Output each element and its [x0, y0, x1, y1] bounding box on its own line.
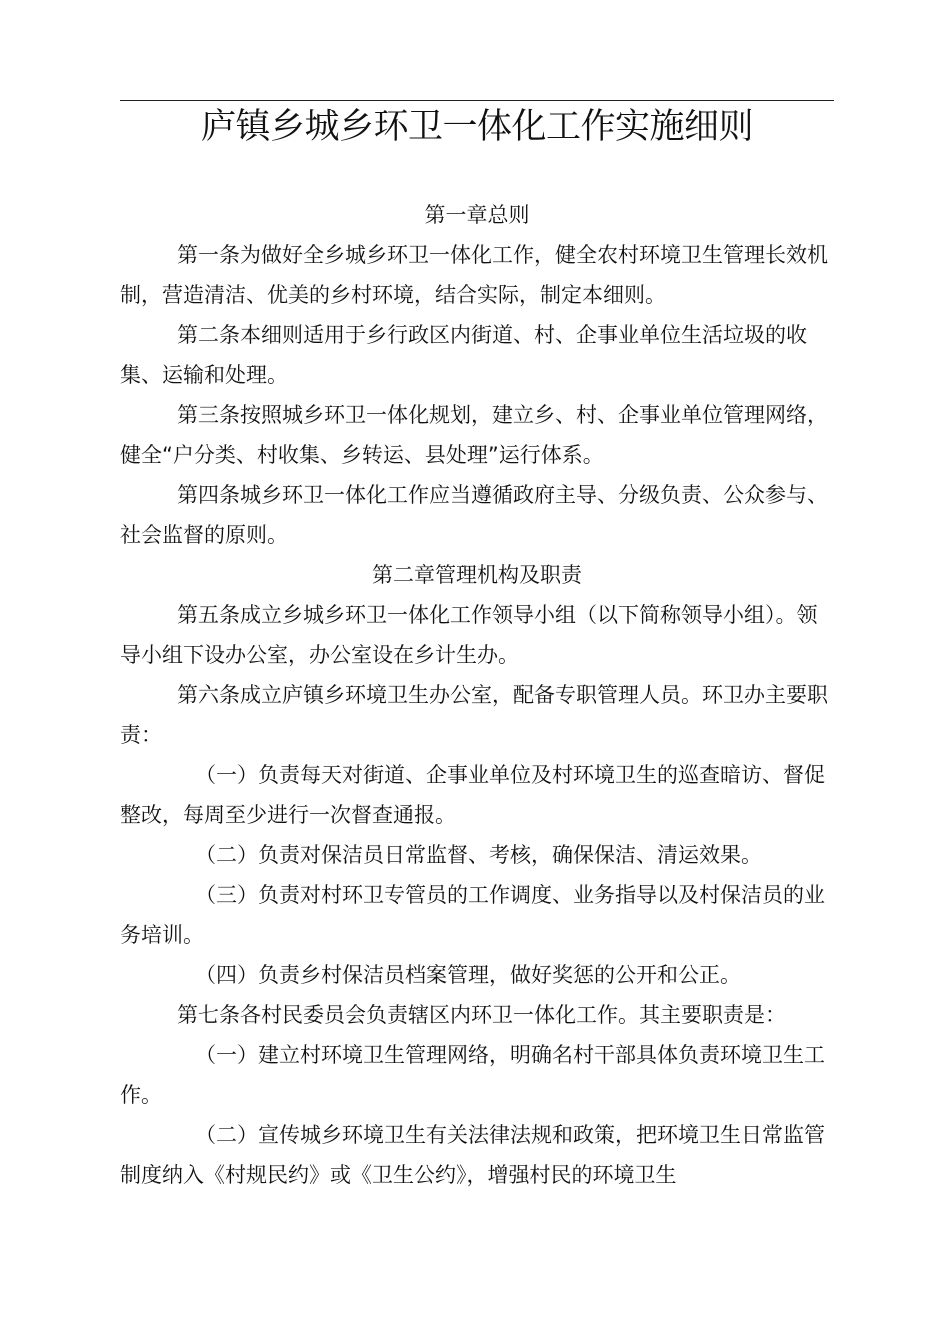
article-3: 第三条按照城乡环卫一体化规划，建立乡、村、企事业单位管理网络，健全“户分类、村收集、乡转运、县处理”运行体系。 [120, 403, 828, 467]
article-4: 第四条城乡环卫一体化工作应当遵循政府主导、分级负责、公众参与、社会监督的原则。 [120, 483, 828, 547]
article-7-item-1: （一）建立村环境卫生管理网络，明确名村干部具体负责环境卫生工作。 [120, 1043, 825, 1107]
header-rule [120, 100, 834, 101]
document-body [120, 195, 834, 1195]
article-6-item-4: （四）负责乡村保洁员档案管理，做好奖惩的公开和公正。 [195, 963, 741, 987]
article-7-item-2: （二）宣传城乡环境卫生有关法律法规和政策，把环境卫生日常监管制度纳入《村规民约》或《卫生公约》，增强村民的环境卫生 [120, 1123, 825, 1187]
article-2: 第二条本细则适用于乡行政区内街道、村、企事业单位生活垃圾的收集、运输和处理。 [120, 323, 807, 387]
article-1: 第一条为做好全乡城乡环卫一体化工作，健全农村环境卫生管理长效机制，营造清洁、优美的乡村环境，结合实际，制定本细则。 [120, 243, 828, 307]
chapter-1-heading: 第一章总则 [424, 203, 530, 227]
article-6: 第六条成立庐镇乡环境卫生办公室，配备专职管理人员。环卫办主要职责： [120, 683, 828, 747]
article-6-item-1: （一）负责每天对街道、企事业单位及村环境卫生的巡查暗访、督促整改，每周至少进行一次督查通报。 [120, 763, 825, 827]
article-6-item-3: （三）负责对村环卫专管员的工作调度、业务指导以及村保洁员的业务培训。 [120, 883, 825, 947]
article-5: 第五条成立乡城乡环卫一体化工作领导小组（以下简称领导小组）。领导小组下设办公室，办公室设在乡计生办。 [120, 603, 818, 667]
document-title: 庐镇乡城乡环卫一体化工作实施细则 [200, 107, 753, 147]
article-7: 第七条各村民委员会负责辖区内环卫一体化工作。其主要职责是： [177, 1003, 786, 1027]
chapter-2-heading: 第二章管理机构及职责 [372, 563, 582, 587]
article-6-item-2: （二）负责对保洁员日常监督、考核，确保保洁、清运效果。 [195, 843, 762, 867]
